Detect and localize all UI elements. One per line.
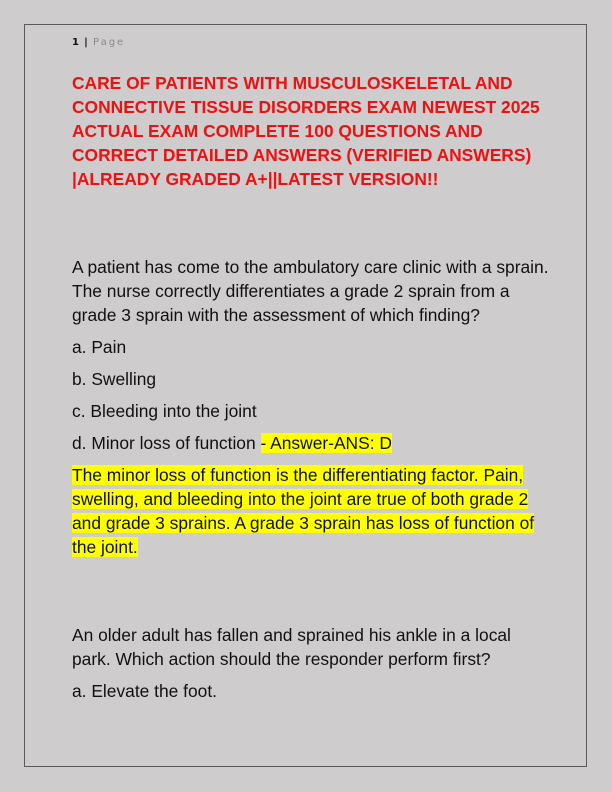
question-1-option-b: b. Swelling: [72, 369, 157, 389]
page-number: 1: [72, 37, 79, 48]
question-1-rationale-block: [72, 463, 554, 559]
question-1-rationale: The minor loss of function is the differentiating factor. Pain, swelling, and bleeding into the joint are true of both grade 2 and grade 3 sprains. A grade 3 sprain has loss of function of the joint.: [72, 465, 535, 557]
document-title: CARE OF PATIENTS WITH MUSCULOSKELETAL AND CONNECTIVE TISSUE DISORDERS EXAM NEWEST 2025 ACTUAL EXAM COMPLETE 100 QUESTIONS AND CORRECT DETAILED ANSWERS (VERIFIED ANSWERS) |ALREADY GRADED A+||LATEST VERSION!!: [72, 73, 540, 189]
page-header: [72, 37, 125, 49]
question-1-stem: A patient has come to the ambulatory care clinic with a sprain. The nurse correctly differentiates a grade 2 sprain from a grade 3 sprain with the assessment of which finding?: [72, 257, 549, 325]
question-1: [72, 255, 554, 567]
question-1-option-d: d. Minor loss of function: [72, 433, 256, 453]
question-2: [72, 623, 554, 711]
question-1-option-a: a. Pain: [72, 337, 127, 357]
question-1-option-d-line: [72, 431, 554, 455]
question-1-option-c: c. Bleeding into the joint: [72, 401, 257, 421]
page-label: Page: [93, 37, 126, 48]
question-1-answer: - Answer-ANS: D: [260, 433, 392, 453]
page-separator: |: [84, 37, 88, 48]
question-2-option-a: a. Elevate the foot.: [72, 681, 218, 701]
question-2-stem: An older adult has fallen and sprained his ankle in a local park. Which action should the responder perform first?: [72, 625, 511, 669]
